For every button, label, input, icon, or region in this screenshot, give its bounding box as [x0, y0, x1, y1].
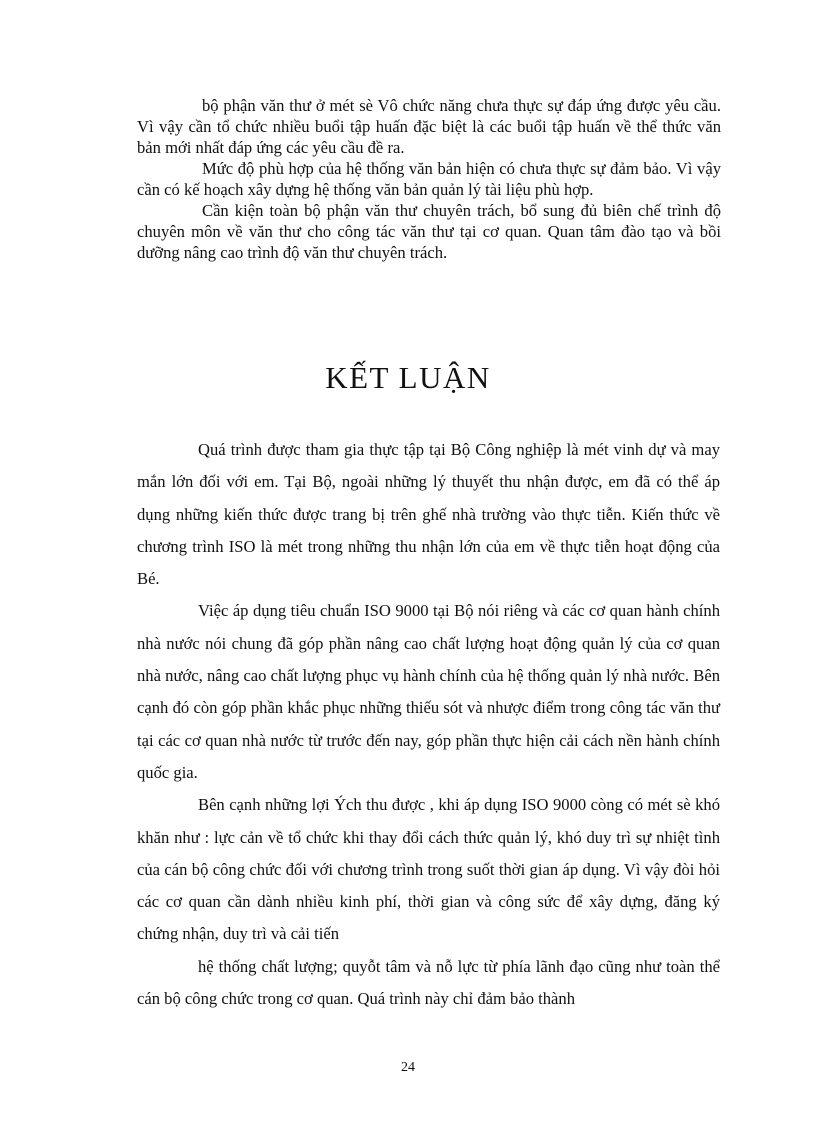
paragraph: Cần kiện toàn bộ phận văn thư chuyên trách, bổ sung đủ biên chế trình độ chuyên môn về văn thư cho công tác văn thư tại cơ quan. Quan tâm đào tạo và bồi dưỡng nâng cao trình độ văn thư chuyên trách. — [137, 201, 721, 262]
paragraph: Mức độ phù hợp của hệ thống văn bản hiện có chưa thực sự đảm bảo. Vì vậy cần có kế hoạch xây dựng hệ thống văn bản quản lý tài liệu phù hợp. — [137, 159, 721, 199]
section-heading: KẾT LUẬN — [325, 360, 491, 395]
page-number: 24 — [401, 1060, 415, 1075]
paragraph: bộ phận văn thư ở mét sè Vô chức năng chưa thực sự đáp ứng được yêu cầu. Vì vậy cần tổ chức nhiều buổi tập huấn đặc biệt là các buổi tập huấn về thể thức văn bản mới nhất đáp ứng các yêu cầu đề ra. — [137, 96, 721, 157]
conclusion-section — [137, 434, 720, 1015]
paragraph: Bên cạnh những lợi Ých thu được , khi áp dụng ISO 9000 còng có mét sè khó khăn như : lực cản về tổ chức khi thay đổi cách thức quản lý, khó duy trì sự nhiệt tình của cán bộ công chức đối với chương trình trong suốt thời gian áp dụng. Vì vậy đòi hỏi các cơ quan cần dành nhiều kinh phí, thời gian và công sức để xây dựng, đăng ký chứng nhận, duy trì và cải tiến — [137, 795, 720, 944]
paragraph: Quá trình được tham gia thực tập tại Bộ Công nghiệp là mét vinh dự và may mắn lớn đối với em. Tại Bộ, ngoài những lý thuyết thu nhận được, em đã có thể áp dụng những kiến thức được trang bị trên ghế nhà trường vào thực tiễn. Kiến thức về chương trình ISO là mét trong những thu nhận lớn của em về thực tiễn hoạt động của Bé. — [137, 440, 720, 589]
recommendations-section — [137, 95, 721, 263]
paragraph: hệ thống chất lượng; quyỗt tâm và nỗ lực từ phía lãnh đạo cũng như toàn thể cán bộ công chức trong cơ quan. Quá trình này chỉ đảm bảo thành — [137, 956, 720, 1009]
paragraph: Việc áp dụng tiêu chuẩn ISO 9000 tại Bộ nói riêng và các cơ quan hành chính nhà nước nói chung đã góp phần nâng cao chất lượng hoạt động quản lý của cơ quan nhà nước, nâng cao chất lượng phục vụ hành chính của hệ thống quản lý nhà nước. Bên cạnh đó còn góp phần khắc phục những thiếu sót và nhược điểm trong công tác văn thư tại các cơ quan nhà nước từ trước đến nay, góp phần thực hiện cải cách nền hành chính quốc gia. — [137, 601, 720, 782]
